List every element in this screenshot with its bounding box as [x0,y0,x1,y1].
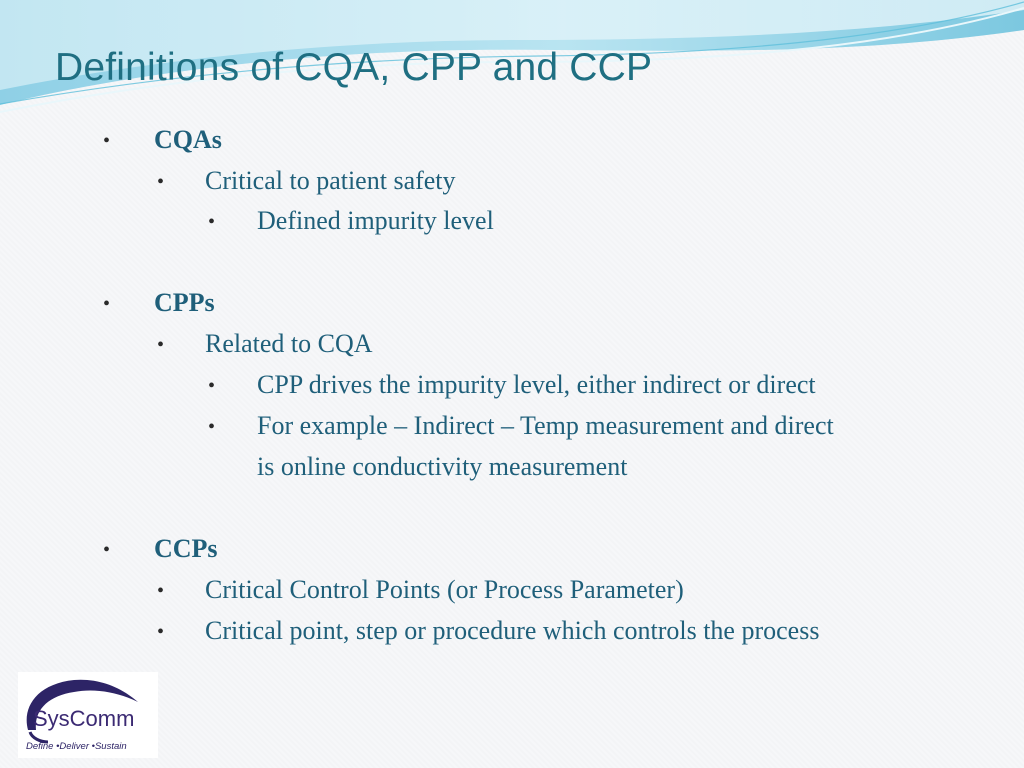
bullet-marker: • [157,171,165,193]
list-subitem: Defined impurity level [257,206,494,235]
list-item: Related to CQA [205,329,373,358]
bullet-marker: • [157,621,165,643]
list-item: Critical to patient safety [205,166,456,195]
bullet-marker: • [103,130,111,152]
bullet-marker: • [103,539,111,561]
bullet-marker: • [157,334,165,356]
bullet-marker: • [208,416,216,438]
list-subitem: CPP drives the impurity level, either indirect or direct [257,370,816,399]
list-subitem: For example – Indirect – Temp measurement and direct [257,411,834,440]
section-heading-cqas: CQAs [154,125,222,154]
bullet-marker: • [103,293,111,315]
list-subitem-continuation: is online conductivity measurement [257,452,628,481]
section-heading-ccps: CCPs [154,534,218,563]
list-item: Critical point, step or procedure which controls the process [205,616,820,645]
section-heading-cpps: CPPs [154,288,215,317]
bullet-marker: • [157,580,165,602]
bullet-marker: • [208,211,216,233]
list-item: Critical Control Points (or Process Parameter) [205,575,684,604]
logo-tagline: Define •Deliver •Sustain [26,741,127,752]
logo-wordmark: SysComm [33,706,135,731]
bullet-marker: • [208,375,216,397]
slide-title: Definitions of CQA, CPP and CCP [55,46,653,89]
